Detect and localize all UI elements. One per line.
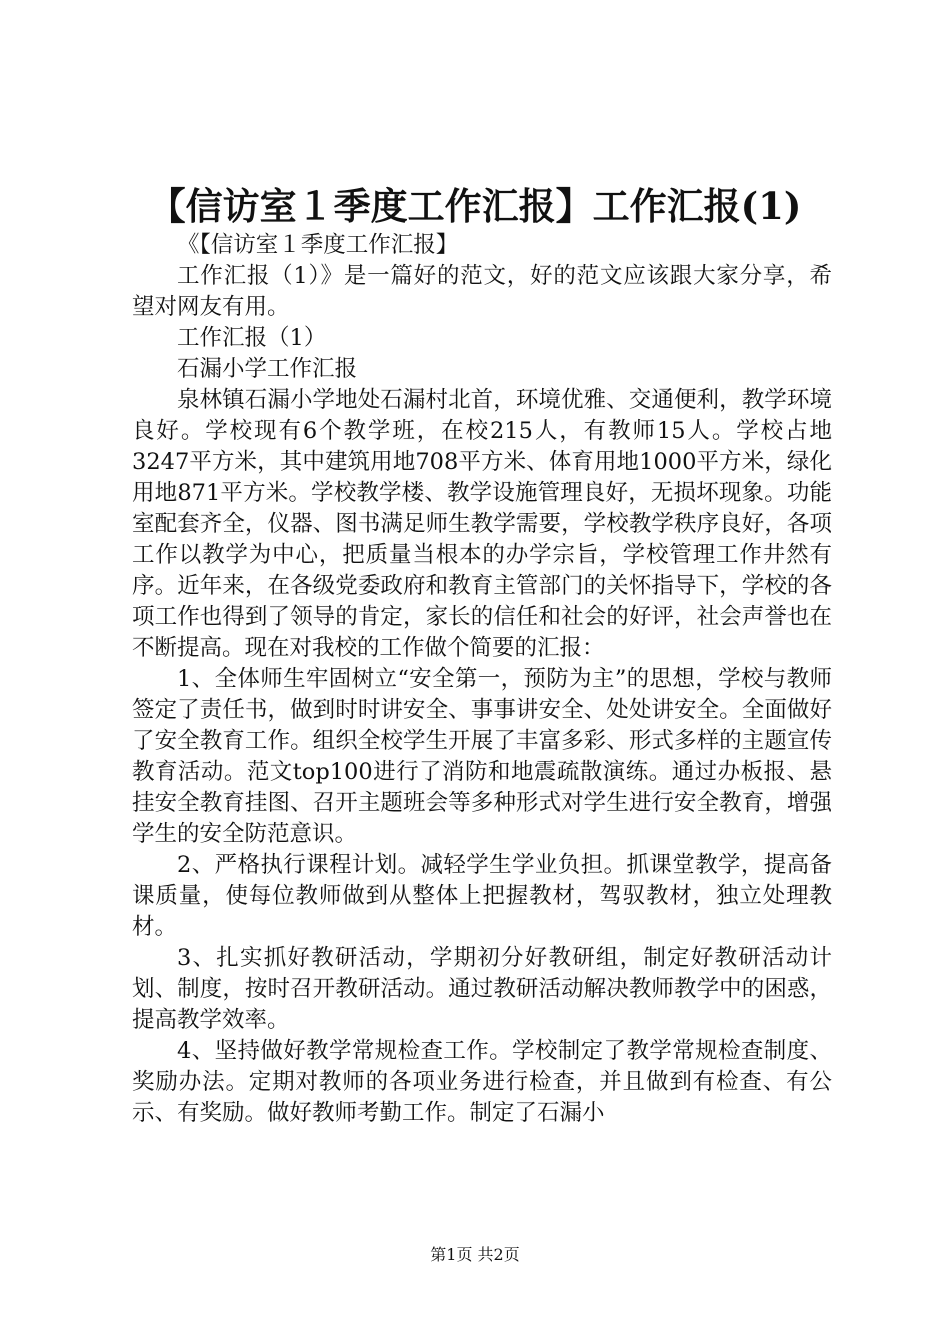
paragraph: 工作汇报（1） [177,325,327,351]
paragraph: 1、全体师生牢固树立“安全第一，预防为主”的思想，学校与教师签定了责任书，做到时时讲安全、事事讲安全、处处讲安全。全面做好了安全教育工作。组织全校学生开展了丰富多彩、形式多样的主题宣传教育活动。范文top100进行了消防和地震疏散演练。通过办板报、悬挂安全教育挂图、召开主题班会等多种形式对学生进行安全教育，增强学生的安全防范意识。 [132,666,832,847]
document-title: 【信访室１季度工作汇报】工作汇报(1) [148,184,802,228]
paragraph: 4、坚持做好教学常规检查工作。学校制定了教学常规检查制度、奖励办法。定期对教师的各项业务进行检查，并且做到有检查、有公示、有奖励。做好教师考勤工作。制定了石漏小 [132,1038,832,1126]
paragraph: 石漏小学工作汇报 [177,356,358,382]
paragraph: 工作汇报（1）》是一篇好的范文，好的范文应该跟大家分享，希望对网友有用。 [132,263,832,320]
document-body [132,230,832,1129]
paragraph: 《【信访室１季度工作汇报】 [177,232,459,258]
paragraph: 3、扎实抓好教研活动，学期初分好教研组，制定好教研活动计划、制度，按时召开教研活动。通过教研活动解决教师教学中的困惑，提高教学效率。 [132,945,832,1033]
paragraph: 泉林镇石漏小学地处石漏村北首，环境优雅、交通便利，教学环境良好。学校现有6个教学班，在校215人，有教师15人。学校占地3247平方米，其中建筑用地708平方米、体育用地1000平方米，绿化用地871平方米。学校教学楼、教学设施管理良好，无损坏现象。功能室配套齐全，仪器、图书满足师生教学需要，学校教学秩序良好，各项工作以教学为中心，把质量当根本的办学宗旨，学校管理工作井然有序。近年来，在各级党委政府和教育主管部门的关怀指导下，学校的各项工作也得到了领导的肯定，家长的信任和社会的好评，社会声誉也在不断提高。现在对我校的工作做个简要的汇报： [132,387,832,661]
page-footer: 第1页 共2页 [430,1245,520,1264]
paragraph: 2、严格执行课程计划。减轻学生学业负担。抓课堂教学，提高备课质量，使每位教师做到从整体上把握教材，驾驭教材，独立处理教材。 [132,852,832,940]
